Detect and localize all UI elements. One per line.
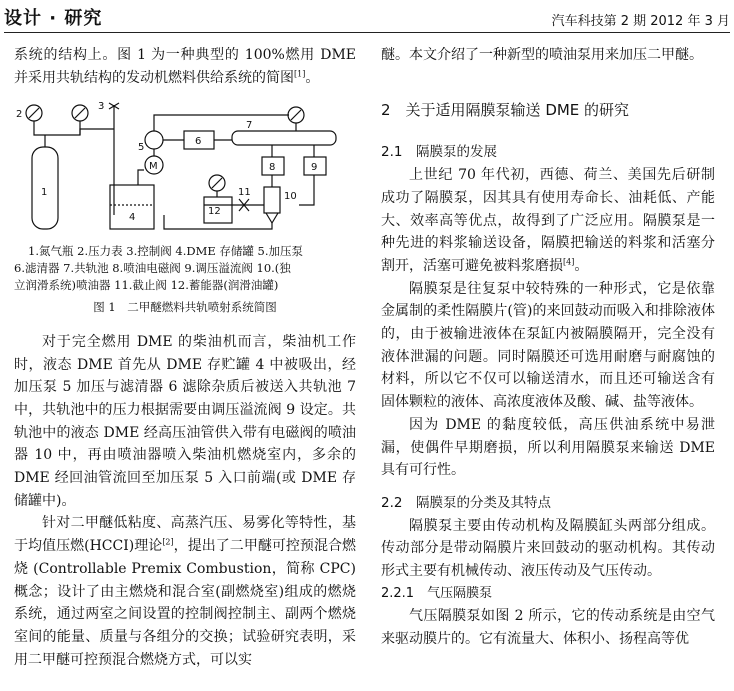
- figure-caption: 6.滤清器 7.共轨池 8.喷油电磁阀 9.调压溢流阀 10.(独: [14, 261, 291, 276]
- section-heading: 2 关于适用隔膜泵输送 DME 的研究: [381, 100, 630, 119]
- svg-text:7: 7: [246, 120, 253, 132]
- subsection-heading: 2.1 隔膜泵的发展: [381, 144, 497, 161]
- svg-text:5: 5: [138, 142, 145, 154]
- page-header: [4, 0, 730, 33]
- svg-text:9: 9: [311, 162, 318, 174]
- svg-text:1: 1: [41, 187, 48, 199]
- left-column: [14, 44, 356, 671]
- subsection-heading: 2.2 隔膜泵的分类及其特点: [381, 494, 551, 511]
- booster-pump: [145, 131, 163, 149]
- paragraph: 对于完全燃用 DME 的柴油机而言，柴油机工作时，液态 DME 首先从 DME 存贮罐 4 中被吸出，经加压泵 5 加压与滤清器 6 滤除杂质后被送入共轨池 7 中，共轨池中的压力根据需要由调压溢流阀 9 设定。共轨池中的液态 DME 经高压油管供入带有电磁阀的喷油器 10 中，再由喷油器喷入柴油机燃烧室内，多余的 DME 经回油管流回至加压泵 5 入口前端(或 DME 存储罐中)。: [14, 333, 356, 509]
- intro-paragraph: 系统的结构上。图 1 为一种典型的 100%燃用 DME 并采用共轨结构的发动机燃料供给系统的简图[1]。: [14, 47, 356, 86]
- svg-text:3: 3: [98, 101, 105, 113]
- injector: [264, 187, 280, 213]
- svg-text:6: 6: [195, 136, 202, 148]
- paragraph: 针对二甲醚低粘度、高蒸汽压、易雾化等特性，基于均值压燃(HCCI)理论[2]，提出了二甲醚可控预混合燃烧 (Controllable Premix Combustion，简称 CPC)概念；设计了由主燃烧和混合室(副燃烧室)组成的燃烧系统，通过两室之间设置的控制阀控制主、副两个燃烧室间的能量、质量与各组分的交换；试验研究表明，采用二甲醚可控预混合燃烧方式，可以实: [14, 515, 357, 668]
- svg-text:2: 2: [16, 109, 23, 121]
- section-label: 设计 · 研究: [4, 8, 103, 29]
- paragraph: 上世纪 70 年代初，西德、荷兰、美国先后研制成功了隔膜泵，因其具有使用寿命长、油耗低、产能大、效率高等优点，故得到了广泛应用。隔膜泵是一种先进的料浆输送设备，隔膜把输送的料浆和活塞分割开，活塞可避免被料浆磨损[4]。: [381, 167, 715, 274]
- subsubsection-heading: 2.2.1 气压隔膜泵: [381, 585, 493, 601]
- figure-1: [14, 95, 356, 318]
- svg-text:12: 12: [208, 206, 221, 218]
- paragraph: 醚。本文介绍了一种新型的喷油泵用来加压二甲醚。: [381, 47, 703, 63]
- svg-text:4: 4: [129, 212, 136, 224]
- right-column: [381, 44, 715, 651]
- figure-caption: 立润滑系统)喷油器 11.截止阀 12.蓄能器(润滑油罐): [14, 278, 279, 293]
- paragraph: 因为 DME 的黏度较低，高压供油系统中易泄漏，使偶件早期磨损，所以利用隔膜泵来输送 DME 具有可行性。: [381, 416, 715, 479]
- common-rail: [232, 131, 336, 145]
- svg-text:10: 10: [284, 191, 297, 203]
- figure-caption: 1.氮气瓶 2.压力表 3.控制阀 4.DME 存储罐 5.加压泵: [28, 244, 304, 259]
- svg-text:M: M: [149, 161, 158, 173]
- svg-text:11: 11: [238, 187, 251, 199]
- paragraph: 气压隔膜泵如图 2 所示，它的传动系统是由空气来驱动膜片的。它有流量大、体积小、扬程高等优: [381, 608, 715, 648]
- journal-issue: 汽车科技第 2 期 2012 年 3 月: [551, 14, 730, 29]
- paragraph: 隔膜泵是往复泵中较特殊的一种形式，它是依靠金属制的柔性隔膜片(管)的来回鼓动而吸入和排除液体的，由于被输进液体在泵缸内被隔膜隔开，完全没有液体泄漏的问题。同时隔膜还可选用耐磨与耐腐蚀的材料，所以它不仅可以输送清水，而且还可输送含有固体颗粒的液体、高浓度液体及酸、碱、盐等液体。: [381, 280, 715, 411]
- figure-title: 图 1 二甲醚燃料共轨喷射系统简图: [93, 300, 277, 315]
- paragraph: 隔膜泵主要由传动机构及隔膜缸头两部分组成。传动部分是带动隔膜片来回鼓动的驱动机构。其传动形式主要有机械传动、液压传动及气压传动。: [381, 517, 715, 580]
- svg-text:8: 8: [269, 162, 276, 174]
- fuel-system-diagram: [14, 95, 356, 235]
